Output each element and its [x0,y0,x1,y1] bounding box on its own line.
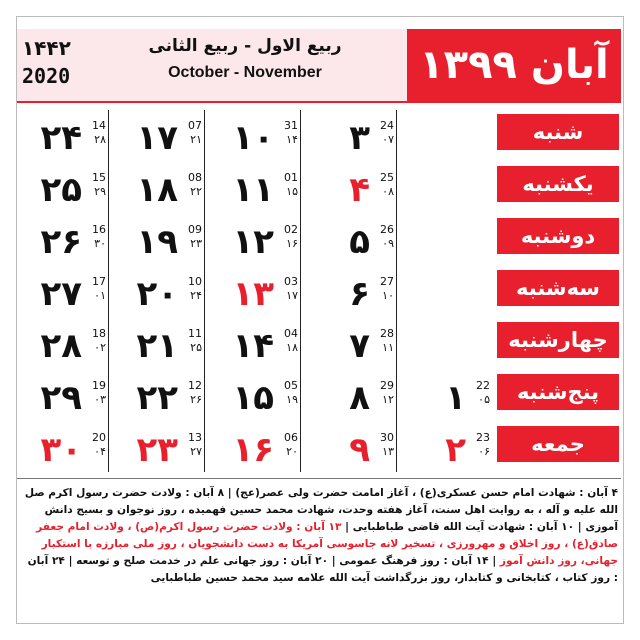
solar-day-number: ۱۴ [232,326,274,366]
gregorian-day-number: ۱۵ [286,185,298,198]
date-cell [400,374,496,424]
hijri-day-number: 04 [284,327,298,340]
hijri-day-number: 06 [284,431,298,444]
solar-day-number: ۱۳ [232,274,274,314]
gregorian-day-number: ۰۵ [478,393,490,406]
weekday-label: شنبه [497,114,619,150]
solar-day-number: ۱۸ [136,170,178,210]
solar-day-number: ۱۷ [136,118,178,158]
hijri-day-number: 11 [188,327,202,340]
gregorian-day-number: ۲۷ [190,445,202,458]
date-cell [112,426,208,476]
date-cell [112,114,208,164]
event-note: | ۱۴ آبان : روز فرهنگ عمومی | ۲۰ آبان : روز جهانی علم در خدمت صلح و توسعه | ۲۴ آبان : روز کتاب ، کتابخانی و کتابدار، روز بزرگداشت آیت الله علامه سید محمد حسین طباطبایی [27,555,618,584]
gregorian-day-number: ۱۲ [382,393,394,406]
gregorian-day-number: ۳۰ [94,237,106,250]
solar-day-number: ۲۲ [136,378,178,418]
hijri-day-number: 02 [284,223,298,236]
gregorian-day-number: ۱۸ [286,341,298,354]
solar-day-number: ۱ [445,378,466,418]
hijri-day-number: 05 [284,379,298,392]
date-cell [304,426,400,476]
gregorian-day-number: ۲۹ [94,185,106,198]
date-cell [400,426,496,476]
solar-day-number: ۲۳ [136,430,178,470]
hijri-day-number: 22 [476,379,490,392]
solar-day-number: ۲ [445,430,466,470]
gregorian-day-number: ۰۸ [382,185,394,198]
solar-day-number: ۶ [349,274,370,314]
date-cell [304,218,400,268]
solar-day-number: ۵ [349,222,370,262]
gregorian-day-number: ۱۳ [382,445,394,458]
hijri-day-number: 17 [92,275,106,288]
hijri-day-number: 25 [380,171,394,184]
solar-day-number: ۸ [349,378,370,418]
weekday-label: چهارشنبه [497,322,619,358]
solar-day-number: ۱۰ [232,118,274,158]
solar-day-number: ۲۵ [40,170,82,210]
date-cell [400,166,496,216]
solar-day-number: ۱۶ [232,430,274,470]
weekday-label: دوشنبه [497,218,619,254]
gregorian-day-number: ۰۶ [478,445,490,458]
events-divider [17,478,621,479]
event-note: ۴ آبان : شهادت امام حسن عسکری(ع) ، آغاز امامت حضرت ولی عصر(عج) | ۸ آبان : ولادت حضرت رسول اکرم صل الله علیه و آله ، به روایت اهل سنت، آغاز هفته وحدت، شهادت محمد حسین فهمیده ، روز نوجوان و بسیج دانش آموزی | ۱۰ آبان : شهادت آیت الله قاضی طباطبایی | [24,487,618,533]
hijri-day-number: 27 [380,275,394,288]
hijri-months: ربیع الاول - ربیع الثانی [148,36,342,56]
date-cell [112,322,208,372]
solar-day-number: ۲۸ [40,326,82,366]
date-cell [16,322,112,372]
hijri-day-number: 10 [188,275,202,288]
gregorian-day-number: ۲۲ [190,185,202,198]
solar-day-number: ۳ [349,118,370,158]
hijri-day-number: 15 [92,171,106,184]
hijri-day-number: 14 [92,119,106,132]
month-title: آبان ۱۳۹۹ [419,42,609,88]
date-cell [208,218,304,268]
solar-day-number: ۲۹ [40,378,82,418]
gregorian-day-number: ۰۴ [94,445,106,458]
hijri-day-number: 07 [188,119,202,132]
date-cell [400,270,496,320]
date-cell [16,426,112,476]
hijri-day-number: 29 [380,379,394,392]
date-cell [304,322,400,372]
gregorian-day-number: ۲۴ [190,289,202,302]
date-cell [16,374,112,424]
date-cell [16,270,112,320]
date-cell [16,166,112,216]
hijri-day-number: 01 [284,171,298,184]
date-cell [304,114,400,164]
date-cell [400,218,496,268]
date-cell [304,374,400,424]
hijri-day-number: 08 [188,171,202,184]
solar-day-number: ۱۹ [136,222,178,262]
hijri-day-number: 19 [92,379,106,392]
date-cell [304,166,400,216]
date-cell [208,166,304,216]
hijri-day-number: 16 [92,223,106,236]
gregorian-day-number: ۰۳ [94,393,106,406]
header-divider [17,101,621,103]
weekday-label: یکشنبه [497,166,619,202]
solar-day-number: ۱۵ [232,378,274,418]
date-cell [112,218,208,268]
solar-day-number: ۹ [349,430,370,470]
hijri-day-number: 23 [476,431,490,444]
gregorian-day-number: ۱۹ [286,393,298,406]
gregorian-day-number: ۱۶ [286,237,298,250]
date-cell [112,270,208,320]
date-cell [304,270,400,320]
solar-day-number: ۲۴ [40,118,82,158]
date-cell [400,322,496,372]
solar-day-number: ۷ [349,326,370,366]
weekday-label: جمعه [497,426,619,462]
gregorian-day-number: ۲۵ [190,341,202,354]
gregorian-year: 2020 [22,64,71,88]
gregorian-day-number: ۱۱ [382,341,394,354]
solar-day-number: ۱۱ [232,170,274,210]
hijri-year: ۱۴۴۲ [22,36,71,60]
date-cell [400,114,496,164]
solar-day-number: ۲۱ [136,326,178,366]
gregorian-day-number: ۰۱ [94,289,106,302]
date-cell [208,114,304,164]
hijri-day-number: 28 [380,327,394,340]
hijri-day-number: 12 [188,379,202,392]
gregorian-day-number: ۲۸ [94,133,106,146]
hijri-day-number: 18 [92,327,106,340]
gregorian-months: October - November [168,64,322,81]
date-cell [112,166,208,216]
solar-day-number: ۲۰ [136,274,178,314]
gregorian-day-number: ۰۹ [382,237,394,250]
date-cell [208,426,304,476]
events-text [22,485,618,587]
gregorian-day-number: ۲۰ [286,445,298,458]
date-cell [208,374,304,424]
solar-day-number: ۱۲ [232,222,274,262]
solar-day-number: ۳۰ [40,430,82,470]
gregorian-day-number: ۲۳ [190,237,202,250]
date-cell [208,322,304,372]
weekday-label: پنج‌شنبه [497,374,619,410]
solar-day-number: ۲۶ [40,222,82,262]
gregorian-day-number: ۱۴ [286,133,298,146]
gregorian-day-number: ۲۶ [190,393,202,406]
hijri-day-number: 31 [284,119,298,132]
date-cell [208,270,304,320]
gregorian-day-number: ۲۱ [190,133,202,146]
gregorian-day-number: ۰۲ [94,341,106,354]
gregorian-day-number: ۱۰ [382,289,394,302]
date-cell [112,374,208,424]
hijri-day-number: 30 [380,431,394,444]
hijri-day-number: 20 [92,431,106,444]
solar-day-number: ۴ [349,170,370,210]
gregorian-day-number: ۰۷ [382,133,394,146]
date-cell [16,114,112,164]
event-note: ۱۳ آبان : ولادت حضرت رسول اکرم(ص) ، ولادت امام جعفر صادق(ع) ، روز اخلاق و مهرورزی ، تسخیر لانه جاسوسی آمریکا به دست دانشجویان ، روز ملی مبارزه با استکبار جهانی، روز دانش آموز [36,521,618,567]
weekday-label: سه‌شنبه [497,270,619,306]
hijri-day-number: 24 [380,119,394,132]
date-cell [16,218,112,268]
hijri-day-number: 03 [284,275,298,288]
hijri-day-number: 13 [188,431,202,444]
hijri-day-number: 09 [188,223,202,236]
hijri-day-number: 26 [380,223,394,236]
gregorian-day-number: ۱۷ [286,289,298,302]
solar-day-number: ۲۷ [40,274,82,314]
